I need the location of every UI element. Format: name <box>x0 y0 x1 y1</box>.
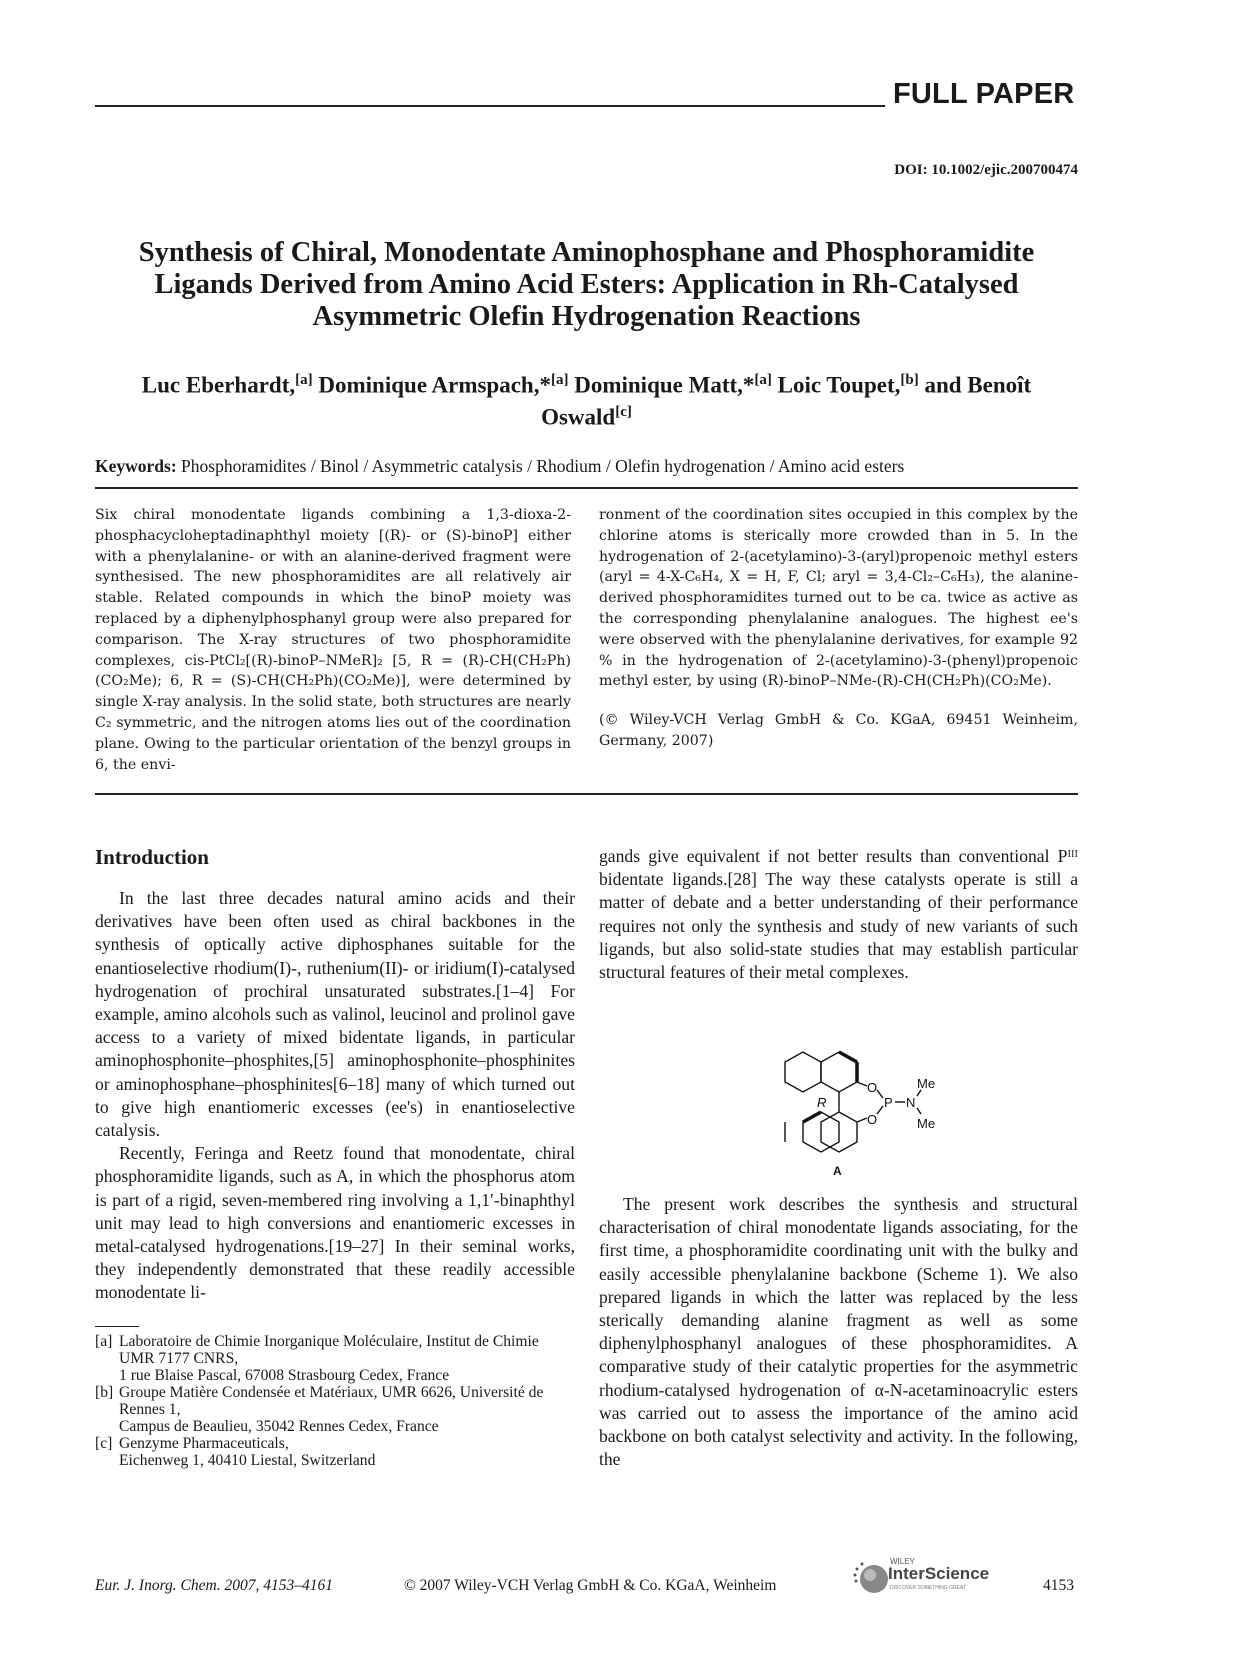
atom-p: P <box>884 1095 893 1110</box>
affiliation <box>95 1435 575 1469</box>
abstract-copyright: (© Wiley-VCH Verlag GmbH & Co. KGaA, 69451 Weinheim, Germany, 2007) <box>599 712 1078 749</box>
globe-icon <box>852 1559 892 1597</box>
footer-copyright: © 2007 Wiley-VCH Verlag GmbH & Co. KGaA, Weinheim <box>404 1577 777 1594</box>
affiliation-line: Laboratoire de Chimie Inorganique Moléculaire, Institut de Chimie UMR 7177 CNRS, <box>119 1333 539 1367</box>
structure-a <box>745 1040 945 1180</box>
paragraph: In the last three decades natural amino acids and their derivatives have been often used as chiral backbones in the synthesis of optically active diphosphanes suitable for the enantioselective rhodium(I)-, ruthenium(II)- or iridium(I)-catalysed hydrogenation of prochiral unsaturated substrates.[1–4] For example, amino alcohols such as valinol, leucinol and prolinol gave access to a variety of mixed bidentate ligands, in particular aminophosphonite–phosphites,[5] aminophosphonite–phosphinites or aminophosphane–phosphinites[6–18] many of which turned out to give high enantiomeric excesses (ee's) in enantioselective catalysis. <box>95 888 575 1141</box>
author: Dominique Matt,* <box>574 372 755 398</box>
footnote-rule <box>95 1326 139 1327</box>
logo-name: InterScience <box>888 1564 990 1583</box>
affiliation-key: [b] <box>95 1384 114 1401</box>
methyl-label: Me <box>917 1116 936 1131</box>
author: Loic Toupet, <box>777 372 901 398</box>
abstract-right <box>599 505 1078 752</box>
abstract-bottom-rule <box>95 793 1078 795</box>
abstract-left <box>95 505 571 775</box>
logo-publisher: WILEY <box>890 1557 915 1566</box>
affiliation-mark: [b] <box>900 372 919 388</box>
abstract-text: ronment of the coordination sites occupied in this complex by the chlorine atoms is sterically more crowded than in 5. In the hydrogenation of 2-(acetylamino)-3-(aryl)propenoic methyl esters (aryl = 4-X-C₆H₄, X = H, F, Cl; aryl = 3,4-Cl₂–C₆H₃), the alanine-derived phosphoramidites turned out to be ca. twice as active as the corresponding phenylalanine analogues. The highest ee's were observed with the phenylalanine derivatives, for example 92 % in the hydrogenation of 2-(acetylamino)-3-(phenyl)propenoic methyl ester, by using (R)-binoP–NMe-(R)-CH(CH₂Ph)(CO₂Me). <box>599 507 1078 690</box>
paragraph: The present work describes the synthesis and structural characterisation of chiral monodentate ligands associating, for the first time, a phosphoramidite coordinating unit with the bulky and easily accessible phenylalanine backbone (Scheme 1). We also prepared ligands in which the latter was replaced by the less sterically demanding alanine fragment as well as some diphenylphosphanyl analogues of these phosphoramidites. A comparative study of their catalytic properties for the asymmetric rhodium-catalysed hydrogenation of α-N-acetaminoacrylic esters was carried out to assess the importance of the amino acid backbone on both catalyst selectivity and activity. In the following, the <box>599 1194 1078 1470</box>
keywords-text: Phosphoramidites / Binol / Asymmetric catalysis / Rhodium / Olefin hydrogenation / Amino acid esters <box>176 456 905 476</box>
affiliation-key: [c] <box>95 1435 113 1452</box>
affiliations <box>95 1333 575 1469</box>
header-rule <box>95 105 885 107</box>
author: Dominique Armspach,* <box>318 372 551 398</box>
intro-right-column-top <box>599 845 1078 984</box>
doi[interactable]: DOI: 10.1002/ejic.200700474 <box>894 162 1078 178</box>
affiliation-line: Groupe Matière Condensée et Matériaux, UMR 6626, Université de Rennes 1, <box>119 1384 544 1418</box>
atom-o: O <box>867 1112 878 1127</box>
affiliation <box>95 1333 575 1384</box>
abstract-text: Six chiral monodentate ligands combining a 1,3-dioxa-2-phosphacycloheptadinaphthyl moiety [(R)- or (S)-binoP] either with a phenylalanine- or with an alanine-derived fragment were synthesised. The new phosphoramidites are all relatively air stable. Related compounds in which the binoP moiety was replaced by a diphenylphosphanyl group were also prepared for comparison. The X-ray structures of two phosphoramidite complexes, cis-PtCl₂[(R)-binoP–NMeR]₂ [5, R = (R)-CH(CH₂Ph)(CO₂Me); 6, R = (S)-CH(CH₂Ph)(CO₂Me)], were determined by single X-ray analysis. In the solid state, both structures are nearly C₂ symmetric, and the nitrogen atoms lies out of the coordination plane. Owing to the particular orientation of the benzyl groups in 6, the envi- <box>95 507 571 773</box>
affiliation-key: [a] <box>95 1333 113 1350</box>
author-list <box>95 367 1078 430</box>
affiliation-line: Genzyme Pharmaceuticals, <box>119 1435 289 1452</box>
affiliation-mark: [a] <box>295 372 313 388</box>
author: Luc Eberhardt, <box>141 372 296 398</box>
paper-title: Synthesis of Chiral, Monodentate Aminophosphane and Phosphoramidite Ligands Derived from Amino Acid Esters: Application in Rh-Catalysed Asymmetric Olefin Hydrogenation Reactions <box>138 237 1035 332</box>
atom-o: O <box>867 1080 878 1095</box>
intro-left-column <box>95 887 575 1305</box>
keywords <box>95 456 904 477</box>
affiliation-mark: [a] <box>550 372 569 388</box>
atom-n: N <box>906 1095 916 1110</box>
section-heading-introduction: Introduction <box>95 845 209 869</box>
stereo-descriptor: R <box>817 1095 827 1110</box>
journal-citation: Eur. J. Inorg. Chem. 2007, 4153–4161 <box>95 1577 333 1594</box>
logo-tagline: DISCOVER SOMETHING GREAT <box>890 1585 967 1591</box>
intro-right-column-bottom <box>599 1193 1078 1471</box>
paragraph: gands give equivalent if not better results than conventional Pᴵᴵᴵ bidentate ligands.[28] The way these catalysts operate is still a matter of debate and a better understanding of their performance requires not only the synthesis and study of new variants of such ligands, but also solid-state studies that may establish particular structural features of their metal complexes. <box>599 846 1078 983</box>
keywords-label: Keywords: <box>95 456 177 476</box>
affiliation-line: Campus de Beaulieu, 35042 Rennes Cedex, France <box>119 1418 439 1435</box>
structure-label: A <box>833 1164 842 1178</box>
affiliation <box>95 1384 575 1435</box>
section-label: FULL PAPER <box>893 78 1075 110</box>
page-number: 4153 <box>1043 1577 1074 1594</box>
methyl-label: Me <box>917 1076 936 1091</box>
affiliation-line: Eichenweg 1, 40410 Liestal, Switzerland <box>119 1452 376 1469</box>
affiliation-line: 1 rue Blaise Pascal, 67008 Strasbourg Cedex, France <box>119 1367 450 1384</box>
binaphthyl-skeleton <box>785 1052 921 1152</box>
abstract-top-rule <box>95 487 1078 489</box>
paragraph: Recently, Feringa and Reetz found that monodentate, chiral phosphoramidite ligands, such as A, in which the phosphorus atom is part of a rigid, seven-membered ring involving a 1,1′-binaphthyl unit may lead to high conversions and enantiomeric excesses in metal-catalysed hydrogenations.[19–27] In their seminal works, they independently demonstrated that these readily accessible monodentate li- <box>95 1143 575 1303</box>
affiliation-mark: [a] <box>754 372 772 388</box>
affiliation-mark: [c] <box>615 403 632 420</box>
author: and Benoît Oswald <box>541 372 1032 430</box>
